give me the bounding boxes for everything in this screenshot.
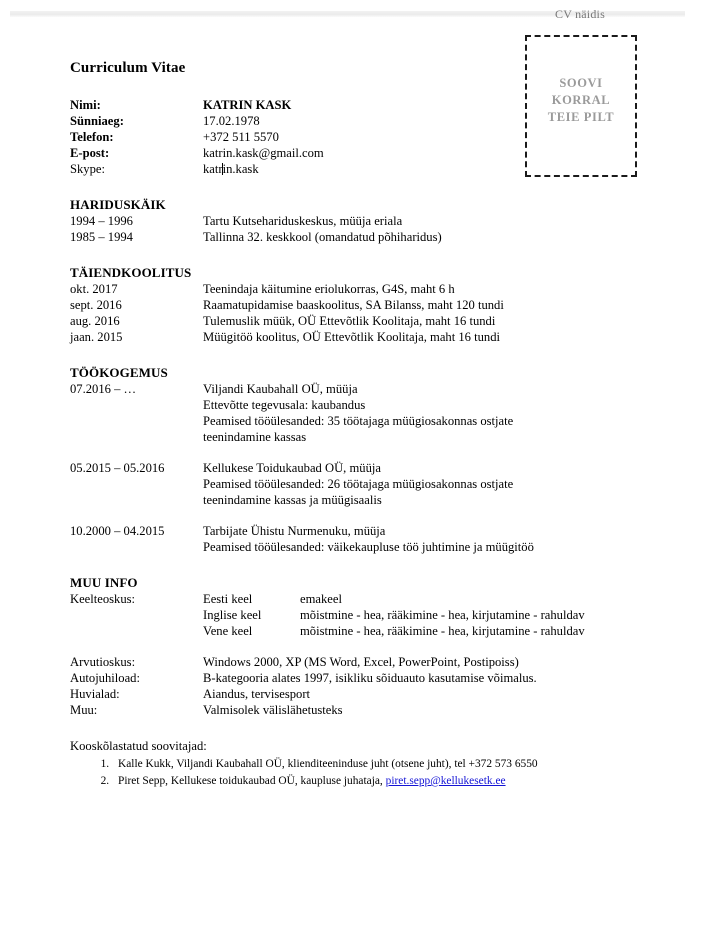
cv-body xyxy=(70,60,670,790)
education-period: 1994 – 1996 xyxy=(70,214,133,228)
language-name: Vene keel xyxy=(203,624,253,638)
experience-entry-first-line xyxy=(70,523,670,539)
personal-row-birthdate xyxy=(70,113,670,129)
spacer xyxy=(70,429,203,445)
experience-continuation-line xyxy=(70,492,670,508)
photo-placeholder-line-2: KORRAL xyxy=(551,93,611,107)
references-block xyxy=(70,738,670,790)
training-text: Müügitöö koolitus, OÜ Ettevõtlik Koolitaja, maht 16 tundi xyxy=(203,330,500,344)
label-skype: Skype: xyxy=(70,162,105,176)
label-nimi: Nimi: xyxy=(70,98,101,112)
language-row xyxy=(70,591,670,607)
label-epost: E-post: xyxy=(70,146,110,160)
misc-row xyxy=(70,670,670,686)
reference-email-link[interactable]: piret.sepp@kellukesetk.ee xyxy=(385,775,506,787)
value-telefon: +372 511 5570 xyxy=(203,130,279,144)
experience-continuation-line xyxy=(70,539,670,555)
label-arvutioskus: Arvutioskus: xyxy=(70,655,136,669)
section-heading-experience: TÖÖKOGEMUS xyxy=(70,365,168,380)
experience-period: 07.2016 – … xyxy=(70,382,137,396)
photo-placeholder-line-1: SOOVI xyxy=(559,76,603,90)
experience-line: Peamised tööülesanded: 26 töötajaga müügiosakonnas ostjate xyxy=(203,477,514,491)
cv-sample-caption: CV näidis xyxy=(555,7,605,21)
language-name: Eesti keel xyxy=(203,592,253,606)
language-row xyxy=(70,623,670,639)
experience-line: Tarbijate Ühistu Nurmenuku, müüja xyxy=(203,524,386,538)
education-text: Tartu Kutsehariduskeskus, müüja eriala xyxy=(203,214,403,228)
education-block xyxy=(70,197,670,245)
training-period: jaan. 2015 xyxy=(70,330,123,344)
training-text: Tulemuslik müük, OÜ Ettevõtlik Koolitaja, maht 16 tundi xyxy=(203,314,496,328)
spacer xyxy=(70,413,203,429)
experience-entry-first-line xyxy=(70,460,670,476)
training-text: Teenindaja käitumine eriolukorras, G4S, maht 6 h xyxy=(203,282,455,296)
training-text: Raamatupidamise baaskoolitus, SA Bilanss, maht 120 tundi xyxy=(203,298,504,312)
value-nimi: KATRIN KASK xyxy=(203,98,292,112)
experience-continuation-line xyxy=(70,397,670,413)
education-period: 1985 – 1994 xyxy=(70,230,133,244)
language-level: mõistmine - hea, rääkimine - hea, kirjutamine - rahuldav xyxy=(300,608,585,622)
experience-period: 05.2015 – 05.2016 xyxy=(70,461,165,475)
language-level: emakeel xyxy=(300,592,342,606)
section-heading-training: TÄIENDKOOLITUS xyxy=(70,265,192,280)
list-item xyxy=(112,773,670,790)
spacer xyxy=(70,476,203,492)
experience-entry xyxy=(70,381,670,445)
language-row xyxy=(70,607,670,623)
experience-line: teenindamine kassas ja müügisaalis xyxy=(203,493,382,507)
training-block xyxy=(70,265,670,345)
misc-row xyxy=(70,686,670,702)
photo-placeholder-line-3: TEIE PILT xyxy=(547,110,615,124)
personal-row-name xyxy=(70,97,670,113)
training-row xyxy=(70,281,670,297)
value-sunniaeg: 17.02.1978 xyxy=(203,114,260,128)
training-period: okt. 2017 xyxy=(70,282,118,296)
value-muu: Valmisolek välislähetusteks xyxy=(203,703,343,717)
experience-entry xyxy=(70,460,670,508)
personal-row-phone xyxy=(70,129,670,145)
training-row xyxy=(70,329,670,345)
value-huvialad: Aiandus, tervisesport xyxy=(203,687,311,701)
experience-entry-first-line xyxy=(70,381,670,397)
misc-row xyxy=(70,654,670,670)
experience-block xyxy=(70,365,670,555)
spacer xyxy=(70,492,203,508)
experience-continuation-line xyxy=(70,476,670,492)
section-heading-education: HARIDUSKÄIK xyxy=(70,197,166,212)
education-text: Tallinna 32. keskkool (omandatud põhiharidus) xyxy=(203,230,442,244)
spacer xyxy=(70,623,203,639)
value-skype[interactable] xyxy=(203,161,670,177)
reference-text: Kalle Kukk, Viljandi Kaubahall OÜ, klienditeeninduse juht (otsene juht), tel +372 573 6550 xyxy=(118,758,538,770)
references-label: Kooskõlastatud soovitajad: xyxy=(70,739,207,753)
training-row xyxy=(70,313,670,329)
experience-line: Kellukese Toidukaubad OÜ, müüja xyxy=(203,461,381,475)
label-telefon: Telefon: xyxy=(70,130,114,144)
experience-line: Peamised tööülesanded: 35 töötajaga müügiosakonnas ostjate xyxy=(203,414,514,428)
label-huvialad: Huvialad: xyxy=(70,687,120,701)
skype-text-after-caret: in.kask xyxy=(222,162,259,176)
page-title: Curriculum Vitae xyxy=(70,60,186,76)
training-period: aug. 2016 xyxy=(70,314,120,328)
training-row xyxy=(70,297,670,313)
list-item xyxy=(112,756,670,773)
experience-continuation-line xyxy=(70,413,670,429)
personal-row-skype xyxy=(70,161,670,177)
experience-line: Peamised tööülesanded: väikekaupluse töö juhtimine ja müügitöö xyxy=(203,540,534,554)
experience-line: teenindamine kassas xyxy=(203,430,307,444)
reference-text: Piret Sepp, Kellukese toidukaubad OÜ, kaupluse juhataja, xyxy=(118,775,386,787)
education-row xyxy=(70,213,670,229)
value-autojuhiload: B-kategooria alates 1997, isikliku sõiduauto kasutamise võimalus. xyxy=(203,671,537,685)
training-period: sept. 2016 xyxy=(70,298,122,312)
label-autojuhiload: Autojuhiload: xyxy=(70,671,140,685)
misc-row xyxy=(70,702,670,718)
spacer xyxy=(70,397,203,413)
spacer xyxy=(70,607,203,623)
experience-line: Ettevõtte tegevusala: kaubandus xyxy=(203,398,366,412)
experience-line: Viljandi Kaubahall OÜ, müüja xyxy=(203,382,358,396)
label-sunniaeg: Sünniaeg: xyxy=(70,114,124,128)
spacer xyxy=(70,539,203,555)
value-arvutioskus: Windows 2000, XP (MS Word, Excel, PowerPoint, Postipoiss) xyxy=(203,655,519,669)
education-row xyxy=(70,229,670,245)
experience-continuation-line xyxy=(70,429,670,445)
label-keelteoskus: Keelteoskus: xyxy=(70,592,136,606)
skype-text-before-caret: katr xyxy=(203,162,223,176)
personal-details-block xyxy=(70,97,670,177)
experience-period: 10.2000 – 04.2015 xyxy=(70,524,165,538)
label-muu: Muu: xyxy=(70,703,98,717)
language-level: mõistmine - hea, rääkimine - hea, kirjutamine - rahuldav xyxy=(300,624,585,638)
other-info-block xyxy=(70,575,670,718)
references-list xyxy=(70,756,670,790)
experience-entry xyxy=(70,523,670,555)
language-name: Inglise keel xyxy=(203,608,262,622)
section-heading-other-info: MUU INFO xyxy=(70,575,138,590)
value-epost: katrin.kask@gmail.com xyxy=(203,146,324,160)
personal-row-email xyxy=(70,145,670,161)
